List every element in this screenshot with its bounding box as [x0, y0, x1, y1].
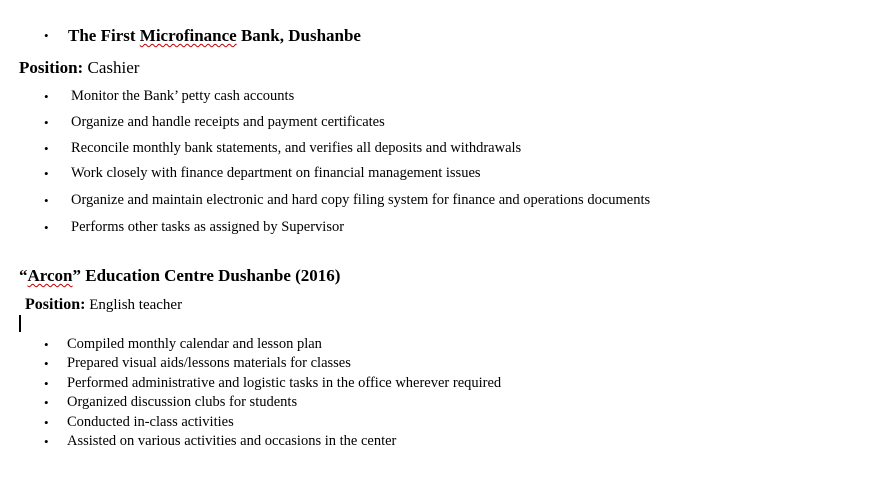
duty-bullet: •: [44, 395, 49, 410]
duty-item: Reconcile monthly bank statements, and verifies all deposits and withdrawals: [71, 140, 522, 156]
position-line-1: [19, 59, 139, 76]
duty-bullet: •: [44, 193, 49, 208]
duty-bullet: •: [44, 115, 49, 130]
duty-bullet: •: [44, 166, 49, 181]
duty-item: Organize and maintain electronic and hard copy filing system for finance and operations documents: [71, 192, 651, 208]
duty-bullet: •: [44, 434, 49, 449]
duty-item: Prepared visual aids/lessons materials for classes: [67, 355, 351, 371]
duty-bullet: •: [44, 220, 49, 235]
duty-item: Monitor the Bank’ petty cash accounts: [71, 88, 295, 104]
position-value-1: Cashier: [87, 58, 140, 77]
duty-item: Conducted in-class activities: [67, 414, 234, 430]
position-value-2: English teacher: [89, 297, 183, 313]
employer-2-flagged-word: Arcon: [27, 266, 73, 285]
employer-heading-1: [68, 27, 361, 44]
duty-item: Performs other tasks as assigned by Supervisor: [71, 219, 345, 235]
duty-bullet: •: [44, 337, 49, 352]
position-line-2: [25, 297, 182, 313]
employer-1-text-post: Bank, Dushanbe: [236, 26, 361, 45]
duty-bullet: •: [44, 356, 49, 371]
duty-bullet: •: [44, 89, 49, 104]
employer-1-flagged-word: Microfinance: [139, 26, 237, 45]
employer-1-text-pre: The First: [68, 26, 140, 45]
employer-2-text-post: ” Education Centre Dushanbe (2016): [72, 266, 341, 285]
duty-item: Assisted on various activities and occasions in the center: [67, 433, 397, 449]
duty-item: Organized discussion clubs for students: [67, 394, 298, 410]
position-label-1: Position:: [19, 58, 84, 77]
duty-item: Work closely with finance department on financial management issues: [71, 165, 481, 181]
position-label-2: Position:: [25, 296, 86, 313]
employer-heading-2: [19, 267, 340, 284]
duty-item: Compiled monthly calendar and lesson plan: [67, 336, 322, 352]
employer-2-open-quote: “: [19, 266, 28, 285]
text-cursor: [19, 315, 21, 332]
heading-bullet: •: [44, 28, 49, 43]
duty-bullet: •: [44, 376, 49, 391]
duty-item: Organize and handle receipts and payment certificates: [71, 114, 385, 130]
duty-item: Performed administrative and logistic tasks in the office wherever required: [67, 375, 502, 391]
duty-bullet: •: [44, 141, 49, 156]
duty-bullet: •: [44, 415, 49, 430]
